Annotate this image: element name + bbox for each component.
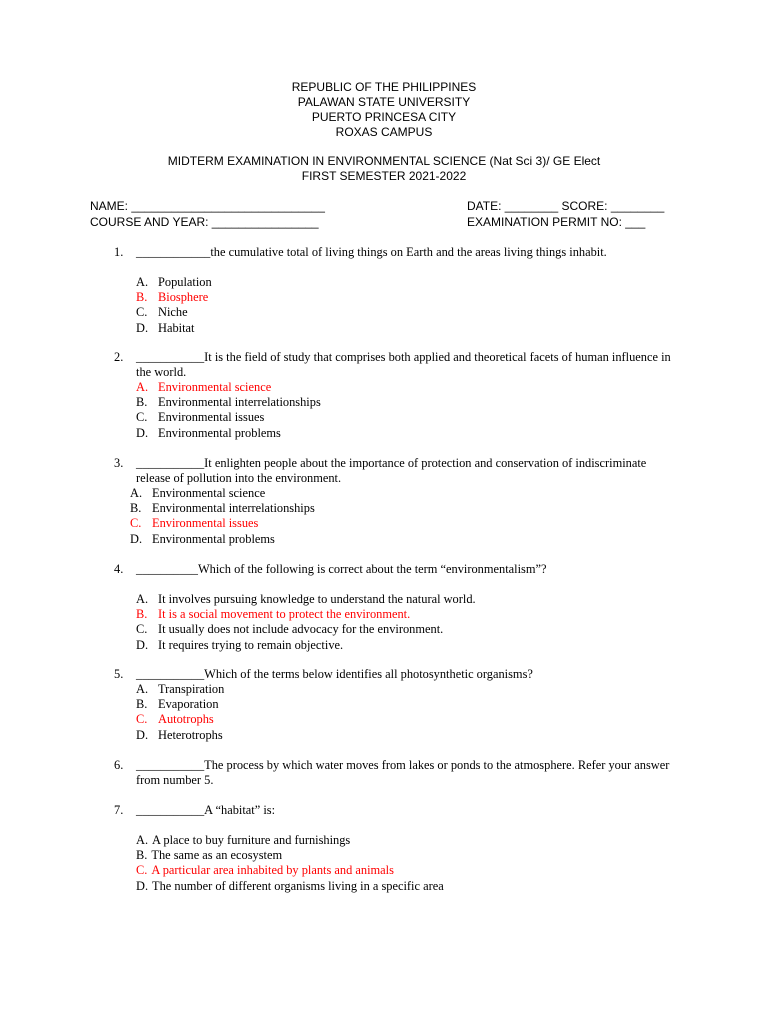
choice-c: C. It usually does not include advocacy for the environment. <box>136 622 444 637</box>
choice-b: B. Environmental interrelationships <box>130 501 315 516</box>
choice-list <box>136 592 476 653</box>
question-number: 6. <box>114 758 124 772</box>
question-number: 4. <box>114 562 124 576</box>
header-line-university: PALAWAN STATE UNIVERSITY <box>297 95 471 109</box>
question-stem: ___________It enlighten people about the importance of protection and conservation of indiscriminate release of pollution into the environment. <box>136 456 647 485</box>
choice-a: A. Environmental science <box>130 486 266 500</box>
choice-c-correct: C. A particular area inhabited by plants and animals <box>136 863 394 878</box>
question-stem: ___________A “habitat” is: <box>136 803 276 817</box>
choice-d: D. Environmental problems <box>136 425 281 440</box>
choice-list <box>136 275 212 336</box>
header-line-city: PUERTO PRINCESA CITY <box>311 110 457 124</box>
exam-title-block <box>0 154 768 184</box>
question-number: 7. <box>114 803 124 817</box>
course-year-field: COURSE AND YEAR: ________________ <box>90 215 319 229</box>
choice-d: D. Heterotrophs <box>136 727 223 742</box>
permit-field: EXAMINATION PERMIT NO: ___ <box>467 215 646 229</box>
choice-a: A. Transpiration <box>136 682 225 696</box>
choice-a: A. Population <box>136 275 212 289</box>
question-stem: __________Which of the following is correct about the term “environmentalism”? <box>136 562 547 576</box>
question-number: 2. <box>114 350 124 364</box>
choice-a: A. A place to buy furniture and furnishings <box>136 833 351 847</box>
date-score-field: DATE: ________ SCORE: ________ <box>467 199 665 213</box>
choice-c-correct: C. Autotrophs <box>136 712 214 727</box>
semester: FIRST SEMESTER 2021-2022 <box>301 169 467 183</box>
choice-a-correct: A. Environmental science <box>136 380 272 394</box>
choice-b-correct: B. It is a social movement to protect the environment. <box>136 607 411 622</box>
choice-b: B. Evaporation <box>136 697 219 712</box>
choice-list <box>130 486 315 547</box>
choice-list <box>136 682 224 743</box>
question-number: 3. <box>114 456 124 470</box>
choice-d: D. Environmental problems <box>130 531 275 546</box>
question-stem: ____________the cumulative total of living things on Earth and the areas living things inhabit. <box>136 245 607 259</box>
choice-list <box>136 833 444 894</box>
exam-title: MIDTERM EXAMINATION IN ENVIRONMENTAL SCIENCE (Nat Sci 3)/ GE Elect <box>167 154 601 168</box>
question-number: 5. <box>114 667 124 681</box>
choice-c: C. Niche <box>136 305 188 320</box>
choice-b: B. Environmental interrelationships <box>136 395 321 410</box>
choice-d: D. The number of different organisms living in a specific area <box>136 878 444 893</box>
institution-header <box>0 80 768 140</box>
choice-d: D. It requires trying to remain objective. <box>136 637 344 652</box>
question-stem: ___________It is the field of study that comprises both applied and theoretical facets of human influence in the world. <box>136 350 671 379</box>
choice-c-correct: C. Environmental issues <box>130 516 259 531</box>
choice-b: B. The same as an ecosystem <box>136 848 283 863</box>
header-line-republic: REPUBLIC OF THE PHILIPPINES <box>291 80 477 94</box>
question-number: 1. <box>114 245 124 259</box>
choice-a: A. It involves pursuing knowledge to understand the natural world. <box>136 592 476 606</box>
choice-d: D. Habitat <box>136 320 195 335</box>
question-stem: ___________Which of the terms below identifies all photosynthetic organisms? <box>136 667 533 681</box>
choice-b-correct: B. Biosphere <box>136 290 209 305</box>
choice-list <box>136 380 321 441</box>
choice-c: C. Environmental issues <box>136 410 265 425</box>
name-field: NAME: _____________________________ <box>90 199 325 213</box>
header-line-campus: ROXAS CAMPUS <box>335 125 433 139</box>
question-stem: ___________The process by which water moves from lakes or ponds to the atmosphere. Refer your answer from number 5. <box>136 758 670 787</box>
